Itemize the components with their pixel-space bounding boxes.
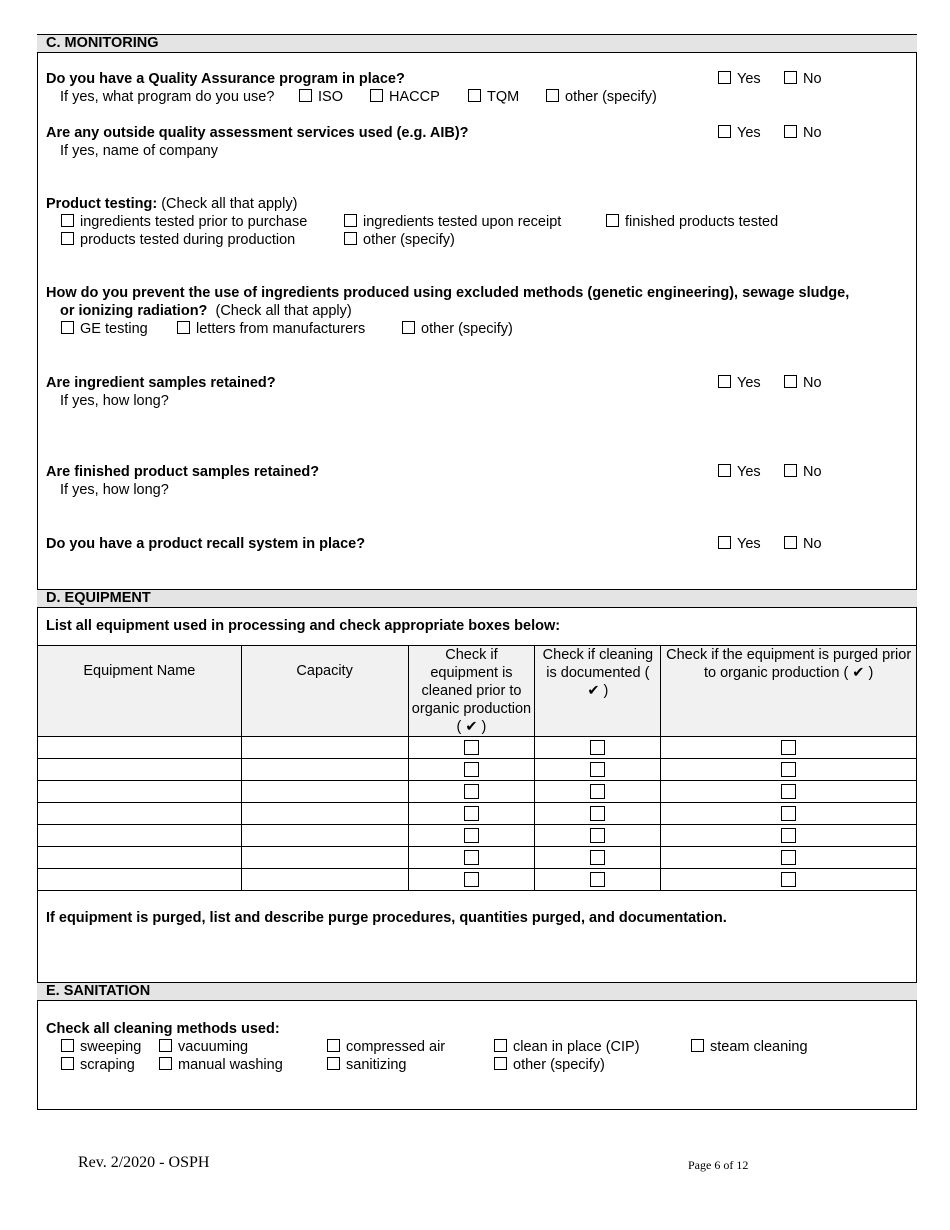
excluded-question-line2: or ionizing radiation? xyxy=(60,303,208,319)
checkbox[interactable] xyxy=(718,464,731,477)
table-row xyxy=(38,759,917,781)
recall-question: Do you have a product recall system in place? xyxy=(46,536,366,552)
checkbox[interactable] xyxy=(344,232,357,245)
testing-other[interactable]: other (specify) xyxy=(344,232,455,248)
checkbox[interactable] xyxy=(464,740,479,755)
ingredient-samples-sub: If yes, how long? xyxy=(60,393,169,409)
excluded-ge-testing[interactable]: GE testing xyxy=(61,321,148,337)
checkbox[interactable] xyxy=(784,125,797,138)
cleaned-cell xyxy=(408,847,535,869)
documented-cell xyxy=(535,847,661,869)
cleaned-cell xyxy=(408,825,535,847)
qa-sub-question: If yes, what program do you use? xyxy=(60,89,275,105)
purged-cell xyxy=(661,847,917,869)
ingredient-samples-yes[interactable]: Yes xyxy=(718,375,761,391)
checkbox[interactable] xyxy=(546,89,559,102)
outside-sub-question: If yes, name of company xyxy=(60,143,218,159)
checkbox[interactable] xyxy=(781,828,796,843)
capacity-cell[interactable] xyxy=(241,847,408,869)
capacity-cell[interactable] xyxy=(241,825,408,847)
table-row xyxy=(38,803,917,825)
excluded-letters[interactable]: letters from manufacturers xyxy=(177,321,365,337)
outside-yes[interactable]: Yes xyxy=(718,125,761,141)
method-manual-washing[interactable]: manual washing xyxy=(159,1057,283,1073)
cleaned-cell xyxy=(408,803,535,825)
documented-cell xyxy=(535,825,661,847)
checkbox[interactable] xyxy=(590,828,605,843)
qa-option-tqm[interactable]: TQM xyxy=(468,89,519,105)
capacity-cell[interactable] xyxy=(241,869,408,891)
finished-samples-no[interactable]: No xyxy=(784,464,822,480)
equipment-name-cell[interactable] xyxy=(38,737,242,759)
testing-hint: (Check all that apply) xyxy=(161,196,298,212)
checkbox[interactable] xyxy=(784,375,797,388)
method-sweeping[interactable]: sweeping xyxy=(61,1039,141,1055)
col-equipment-name: Equipment Name xyxy=(38,646,242,737)
checkbox[interactable] xyxy=(494,1057,507,1070)
checkbox[interactable] xyxy=(784,536,797,549)
checkbox[interactable] xyxy=(781,850,796,865)
table-row xyxy=(38,781,917,803)
equipment-name-cell[interactable] xyxy=(38,781,242,803)
qa-no[interactable]: No xyxy=(784,71,822,87)
footer-revision: Rev. 2/2020 - OSPH xyxy=(78,1154,210,1171)
outside-question: Are any outside quality assessment services used (e.g. AIB)? xyxy=(46,125,469,141)
purged-cell xyxy=(661,803,917,825)
checkbox[interactable] xyxy=(718,536,731,549)
excluded-hint: (Check all that apply) xyxy=(215,303,352,319)
excluded-question-line1: How do you prevent the use of ingredients produced using excluded methods (genetic engineering), sewage sludge, xyxy=(46,285,850,301)
section-header-sanitation: E. SANITATION xyxy=(37,982,917,1001)
checkbox[interactable] xyxy=(691,1039,704,1052)
documented-cell xyxy=(535,737,661,759)
purge-question: If equipment is purged, list and describe purge procedures, quantities purged, and documentation. xyxy=(46,910,727,926)
checkbox[interactable] xyxy=(464,872,479,887)
outside-no[interactable]: No xyxy=(784,125,822,141)
checkbox[interactable] xyxy=(464,784,479,799)
checkbox[interactable] xyxy=(159,1057,172,1070)
qa-option-haccp[interactable]: HACCP xyxy=(370,89,440,105)
footer-page-number: Page 6 of 12 xyxy=(688,1158,749,1172)
checkbox[interactable] xyxy=(590,872,605,887)
table-row xyxy=(38,869,917,891)
checkbox[interactable] xyxy=(784,464,797,477)
checkbox[interactable] xyxy=(177,321,190,334)
checkbox[interactable] xyxy=(590,784,605,799)
testing-label-line xyxy=(46,196,297,212)
qa-question: Do you have a Quality Assurance program in place? xyxy=(46,71,405,87)
col-cleaned: Check if equipment is cleaned prior to organic production ( ✔ ) xyxy=(408,646,535,737)
checkbox[interactable] xyxy=(464,850,479,865)
purged-cell xyxy=(661,759,917,781)
equipment-name-cell[interactable] xyxy=(38,759,242,781)
testing-finished-products[interactable]: finished products tested xyxy=(606,214,778,230)
checkbox[interactable] xyxy=(464,762,479,777)
recall-yes[interactable]: Yes xyxy=(718,536,761,552)
excluded-other[interactable]: other (specify) xyxy=(402,321,513,337)
testing-during-production[interactable]: products tested during production xyxy=(61,232,295,248)
table-row xyxy=(38,737,917,759)
purged-cell xyxy=(661,781,917,803)
table-row xyxy=(38,847,917,869)
equipment-instruction: List all equipment used in processing and check appropriate boxes below: xyxy=(46,618,561,634)
documented-cell xyxy=(535,803,661,825)
checkbox[interactable] xyxy=(327,1057,340,1070)
excluded-question-line2-wrap xyxy=(60,303,352,319)
section-header-equipment: D. EQUIPMENT xyxy=(37,589,917,608)
method-other[interactable]: other (specify) xyxy=(494,1057,605,1073)
checkbox[interactable] xyxy=(61,1039,74,1052)
sanitation-question: Check all cleaning methods used: xyxy=(46,1021,280,1037)
purged-cell xyxy=(661,869,917,891)
checkbox[interactable] xyxy=(464,806,479,821)
equipment-name-cell[interactable] xyxy=(38,803,242,825)
checkbox[interactable] xyxy=(590,806,605,821)
checkbox[interactable] xyxy=(781,762,796,777)
checkbox[interactable] xyxy=(61,1057,74,1070)
checkbox[interactable] xyxy=(327,1039,340,1052)
col-capacity: Capacity xyxy=(241,646,408,737)
equipment-table-header xyxy=(38,646,917,737)
checkbox[interactable] xyxy=(590,740,605,755)
equipment-name-cell[interactable] xyxy=(38,847,242,869)
qa-option-iso[interactable]: ISO xyxy=(299,89,343,105)
checkbox[interactable] xyxy=(781,872,796,887)
checkbox[interactable] xyxy=(494,1039,507,1052)
capacity-cell[interactable] xyxy=(241,737,408,759)
cleaned-cell xyxy=(408,781,535,803)
method-sanitizing[interactable]: sanitizing xyxy=(327,1057,406,1073)
checkbox[interactable] xyxy=(606,214,619,227)
checkbox[interactable] xyxy=(61,232,74,245)
checkbox[interactable] xyxy=(781,806,796,821)
checkbox[interactable] xyxy=(718,125,731,138)
testing-prior-purchase[interactable]: ingredients tested prior to purchase xyxy=(61,214,307,230)
method-vacuuming[interactable]: vacuuming xyxy=(159,1039,248,1055)
checkbox[interactable] xyxy=(464,828,479,843)
documented-cell xyxy=(535,869,661,891)
checkbox[interactable] xyxy=(370,89,383,102)
checkbox[interactable] xyxy=(781,740,796,755)
recall-no[interactable]: No xyxy=(784,536,822,552)
checkbox[interactable] xyxy=(784,71,797,84)
equipment-name-cell[interactable] xyxy=(38,825,242,847)
col-purged: Check if the equipment is purged prior to organic production ( ✔ ) xyxy=(661,646,917,737)
capacity-cell[interactable] xyxy=(241,803,408,825)
checkbox[interactable] xyxy=(299,89,312,102)
checkbox[interactable] xyxy=(468,89,481,102)
method-steam-cleaning[interactable]: steam cleaning xyxy=(691,1039,808,1055)
col-documented: Check if cleaning is documented ( ✔ ) xyxy=(535,646,661,737)
cleaned-cell xyxy=(408,737,535,759)
checkbox[interactable] xyxy=(159,1039,172,1052)
testing-label: Product testing: xyxy=(46,196,158,212)
purged-cell xyxy=(661,825,917,847)
capacity-cell[interactable] xyxy=(241,781,408,803)
table-row xyxy=(38,825,917,847)
checkbox[interactable] xyxy=(781,784,796,799)
checkbox[interactable] xyxy=(61,321,74,334)
checkbox[interactable] xyxy=(718,375,731,388)
method-cip[interactable]: clean in place (CIP) xyxy=(494,1039,640,1055)
equipment-name-cell[interactable] xyxy=(38,869,242,891)
method-compressed-air[interactable]: compressed air xyxy=(327,1039,445,1055)
finished-samples-question: Are finished product samples retained? xyxy=(46,464,320,480)
method-scraping[interactable]: scraping xyxy=(61,1057,135,1073)
capacity-cell[interactable] xyxy=(241,759,408,781)
documented-cell xyxy=(535,759,661,781)
checkbox[interactable] xyxy=(402,321,415,334)
checkbox[interactable] xyxy=(61,214,74,227)
cleaned-cell xyxy=(408,869,535,891)
cleaned-cell xyxy=(408,759,535,781)
qa-option-other[interactable]: other (specify) xyxy=(546,89,657,105)
finished-samples-yes[interactable]: Yes xyxy=(718,464,761,480)
equipment-table xyxy=(37,645,917,891)
ingredient-samples-no[interactable]: No xyxy=(784,375,822,391)
checkbox[interactable] xyxy=(590,850,605,865)
documented-cell xyxy=(535,781,661,803)
purged-cell xyxy=(661,737,917,759)
ingredient-samples-question: Are ingredient samples retained? xyxy=(46,375,276,391)
checkbox[interactable] xyxy=(718,71,731,84)
checkbox[interactable] xyxy=(344,214,357,227)
section-header-monitoring: C. MONITORING xyxy=(37,34,917,53)
checkbox[interactable] xyxy=(590,762,605,777)
testing-upon-receipt[interactable]: ingredients tested upon receipt xyxy=(344,214,561,230)
qa-yes[interactable]: Yes xyxy=(718,71,761,87)
finished-samples-sub: If yes, how long? xyxy=(60,482,169,498)
